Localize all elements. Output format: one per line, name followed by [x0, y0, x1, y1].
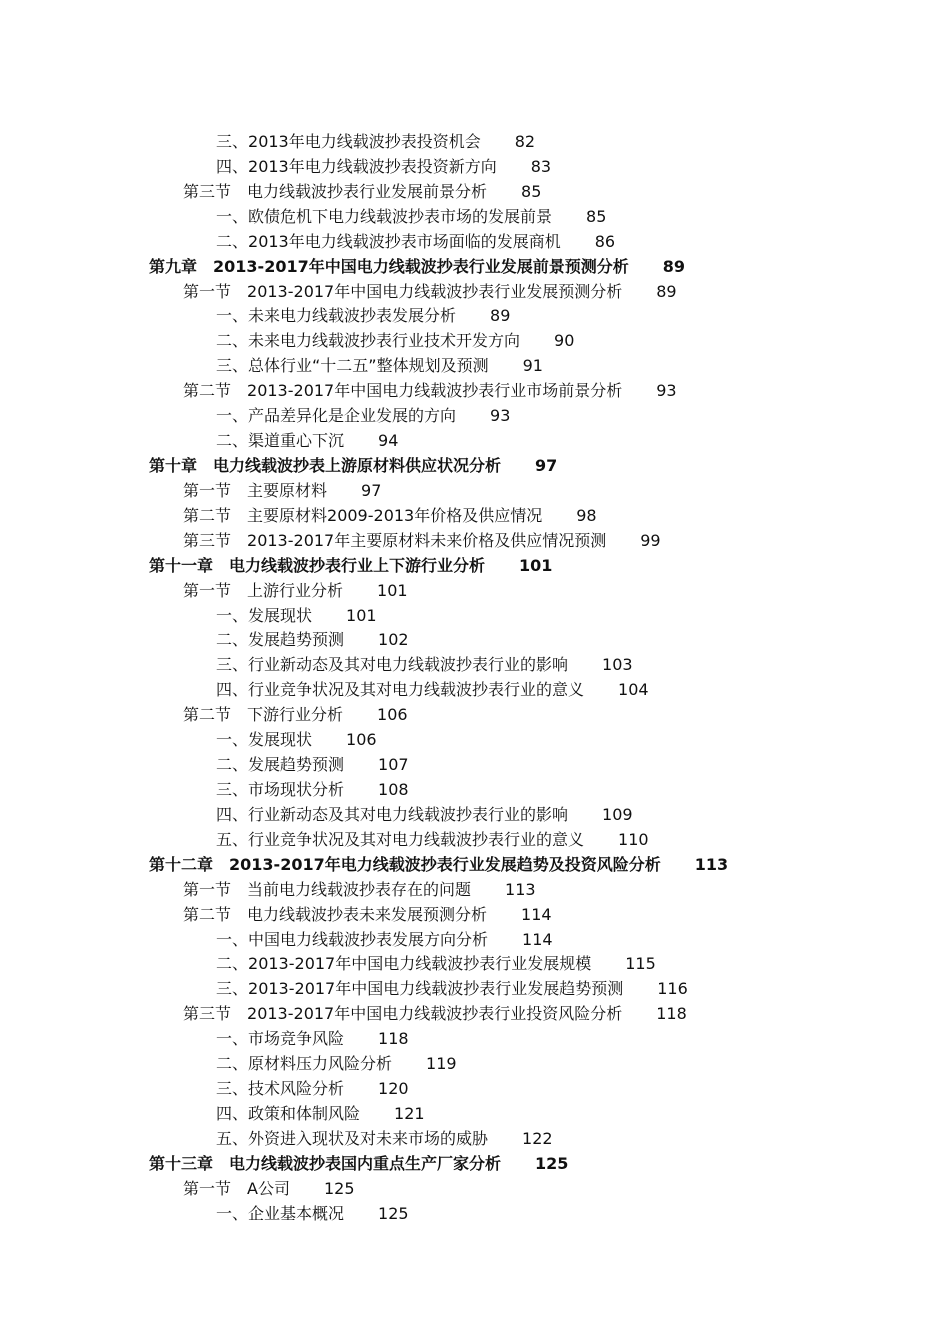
toc-entry-number: 四、	[216, 680, 249, 700]
toc-entry-page-number: 118	[656, 1004, 687, 1024]
toc-entry-title: 2013-2017年主要原材料未来价格及供应情况预测	[247, 530, 607, 550]
toc-entry-title: 企业基本概况	[248, 1203, 345, 1223]
toc-section-entry[interactable]	[149, 903, 909, 928]
toc-item-entry[interactable]	[149, 952, 909, 977]
toc-entry-title: 2013年电力线载波抄表投资机会	[248, 132, 481, 151]
toc-entry-number: 三、	[216, 132, 249, 151]
toc-entry-page-number: 94	[378, 431, 399, 451]
toc-section-entry[interactable]	[149, 878, 909, 903]
toc-entry-page-number: 114	[522, 929, 553, 949]
toc-entry-number: 五、	[216, 829, 249, 849]
toc-entry-number: 二、	[216, 954, 249, 974]
toc-entry-page-number: 114	[521, 904, 552, 924]
toc-item-entry[interactable]	[149, 977, 909, 1002]
toc-item-entry[interactable]	[149, 628, 909, 653]
toc-entry-title: 2013-2017年中国电力线载波抄表行业发展前景预测分析	[213, 256, 629, 276]
toc-entry-title: 未来电力线载波抄表发展分析	[248, 306, 457, 326]
toc-entry-page-number: 102	[378, 630, 409, 650]
toc-entry-title: 未来电力线载波抄表行业技术开发方向	[248, 331, 521, 351]
toc-item-entry[interactable]	[149, 1127, 909, 1152]
toc-entry-page-number: 110	[618, 829, 649, 849]
toc-entry-title: 总体行业“十二五”整体规划及预测	[248, 356, 489, 376]
toc-entry-page-number: 106	[346, 730, 377, 750]
toc-entry-page-number: 125	[378, 1203, 409, 1223]
toc-item-entry[interactable]	[149, 653, 909, 678]
toc-item-entry[interactable]	[149, 230, 909, 255]
toc-entry-number: 第一节	[183, 1178, 232, 1198]
toc-entry-title: 电力线载波抄表上游原材料供应状况分析	[213, 455, 502, 475]
toc-section-entry[interactable]	[149, 1177, 909, 1202]
toc-entry-title: 外资进入现状及对未来市场的威胁	[248, 1128, 489, 1148]
toc-entry-number: 五、	[216, 1128, 249, 1148]
toc-entry-page-number: 101	[519, 555, 553, 575]
toc-entry-number: 第十二章	[149, 854, 214, 874]
toc-entry-number: 一、	[216, 730, 249, 750]
toc-entry-number: 一、	[216, 605, 249, 625]
toc-entry-title: 行业竞争状况及其对电力线载波抄表行业的意义	[248, 829, 585, 849]
toc-entry-title: 当前电力线载波抄表存在的问题	[247, 879, 472, 899]
toc-entry-page-number: 93	[656, 381, 677, 401]
toc-entry-number: 一、	[216, 306, 249, 326]
toc-entry-number: 第十一章	[149, 555, 214, 575]
toc-entry-title: 2013-2017年中国电力线载波抄表行业市场前景分析	[247, 381, 623, 401]
toc-entry-page-number: 104	[618, 680, 649, 700]
toc-entry-number: 一、	[216, 1029, 249, 1049]
toc-item-entry[interactable]	[149, 304, 909, 329]
toc-item-entry[interactable]	[149, 130, 909, 155]
toc-entry-page-number: 90	[554, 331, 575, 351]
toc-entry-title: 发展趋势预测	[248, 755, 345, 775]
toc-entry-page-number: 97	[361, 480, 382, 500]
toc-entry-page-number: 118	[378, 1029, 409, 1049]
toc-entry-page-number: 85	[586, 206, 607, 226]
toc-chapter-entry[interactable]	[149, 554, 909, 579]
toc-entry-title: 2013年电力线载波抄表投资新方向	[248, 156, 497, 176]
toc-entry-title: 电力线载波抄表国内重点生产厂家分析	[229, 1153, 502, 1173]
toc-entry-title: 行业新动态及其对电力线载波抄表行业的影响	[248, 655, 569, 675]
toc-entry-number: 三、	[216, 356, 249, 376]
toc-item-entry[interactable]	[149, 753, 909, 778]
toc-chapter-entry[interactable]	[149, 853, 909, 878]
toc-entry-title: 欧债危机下电力线载波抄表市场的发展前景	[248, 206, 553, 226]
toc-entry-number: 第三节	[183, 530, 232, 550]
toc-item-entry[interactable]	[149, 803, 909, 828]
toc-entry-title: 中国电力线载波抄表发展方向分析	[248, 929, 489, 949]
toc-section-entry[interactable]	[149, 579, 909, 604]
toc-entry-title: 发展趋势预测	[248, 630, 345, 650]
toc-entry-number: 四、	[216, 156, 249, 176]
toc-entry-number: 第三节	[183, 1004, 232, 1024]
toc-entry-number: 一、	[216, 206, 249, 226]
toc-item-entry[interactable]	[149, 155, 909, 180]
toc-entry-number: 一、	[216, 406, 249, 426]
toc-entry-title: 电力线载波抄表行业上下游行业分析	[229, 555, 486, 575]
toc-entry-page-number: 113	[694, 854, 729, 874]
toc-entry-title: 主要原材料	[247, 480, 328, 500]
toc-section-entry[interactable]	[149, 703, 909, 728]
toc-entry-page-number: 103	[602, 655, 633, 675]
toc-entry-page-number: 82	[514, 132, 536, 151]
toc-item-entry[interactable]	[149, 1102, 909, 1127]
toc-entry-title: 行业竞争状况及其对电力线载波抄表行业的意义	[248, 680, 585, 700]
toc-entry-page-number: 121	[394, 1103, 425, 1123]
toc-item-entry[interactable]	[149, 828, 909, 853]
toc-entry-page-number: 108	[378, 779, 409, 799]
toc-entry-title: 政策和体制风险	[248, 1103, 361, 1123]
toc-entry-title: 市场竞争风险	[248, 1029, 345, 1049]
toc-entry-number: 二、	[216, 1054, 249, 1074]
toc-entry-number: 二、	[216, 431, 249, 451]
toc-section-entry[interactable]	[149, 379, 909, 404]
toc-chapter-entry[interactable]	[149, 1152, 909, 1177]
toc-entry-title: 2013-2017年中国电力线载波抄表行业发展趋势预测	[248, 979, 624, 999]
toc-entry-page-number: 120	[378, 1079, 409, 1099]
toc-item-entry[interactable]	[149, 1077, 909, 1102]
toc-section-entry[interactable]	[149, 529, 909, 554]
toc-item-entry[interactable]	[149, 778, 909, 803]
toc-entry-number: 二、	[216, 331, 249, 351]
toc-entry-number: 第二节	[183, 904, 232, 924]
toc-entry-number: 第二节	[183, 381, 232, 401]
toc-entry-number: 三、	[216, 979, 249, 999]
toc-entry-title: 产品差异化是企业发展的方向	[248, 406, 457, 426]
toc-entry-number: 一、	[216, 1203, 249, 1223]
toc-entry-title: 下游行业分析	[247, 705, 344, 725]
toc-entry-number: 三、	[216, 779, 249, 799]
toc-entry-number: 第一节	[183, 480, 232, 500]
toc-entry-page-number: 91	[522, 356, 543, 376]
toc-entry-title: 发展现状	[248, 730, 313, 750]
toc-entry-title: 2013年电力线载波抄表市场面临的发展商机	[248, 231, 561, 251]
toc-section-entry[interactable]	[149, 479, 909, 504]
toc-item-entry[interactable]	[149, 1202, 909, 1227]
toc-entry-number: 第一节	[183, 281, 232, 301]
toc-entry-page-number: 107	[378, 755, 409, 775]
toc-entry-title: 行业新动态及其对电力线载波抄表行业的影响	[248, 804, 569, 824]
toc-entry-page-number: 89	[490, 306, 511, 326]
toc-entry-title: 主要原材料2009-2013年价格及供应情况	[247, 505, 543, 525]
toc-entry-number: 四、	[216, 1103, 249, 1123]
toc-entry-page-number: 98	[576, 505, 597, 525]
toc-entry-title: 市场现状分析	[248, 779, 345, 799]
toc-item-entry[interactable]	[149, 329, 909, 354]
toc-entry-title: 2013-2017年中国电力线载波抄表行业发展预测分析	[247, 281, 623, 301]
toc-entry-title: 渠道重心下沉	[248, 431, 345, 451]
toc-section-entry[interactable]	[149, 504, 909, 529]
toc-entry-title: 原材料压力风险分析	[248, 1054, 393, 1074]
toc-chapter-entry[interactable]	[149, 255, 909, 280]
toc-entry-page-number: 97	[535, 455, 558, 475]
toc-entry-title: 发展现状	[248, 605, 313, 625]
toc-entry-title: 2013-2017年中国电力线载波抄表行业投资风险分析	[247, 1004, 623, 1024]
toc-item-entry[interactable]	[149, 928, 909, 953]
toc-entry-title: 电力线载波抄表行业发展前景分析	[247, 181, 488, 201]
toc-entry-page-number: 101	[346, 605, 377, 625]
toc-entry-number: 第三节	[183, 181, 232, 201]
toc-entry-page-number: 83	[530, 156, 552, 176]
toc-entry-number: 三、	[216, 655, 249, 675]
toc-entry-page-number: 86	[594, 231, 616, 251]
toc-entry-number: 第二节	[183, 505, 232, 525]
toc-entry-page-number: 125	[323, 1178, 355, 1198]
toc-item-entry[interactable]	[149, 604, 909, 629]
toc-item-entry[interactable]	[149, 205, 909, 230]
toc-entry-number: 第十章	[149, 455, 198, 475]
toc-item-entry[interactable]	[149, 678, 909, 703]
toc-entry-page-number: 109	[602, 804, 633, 824]
toc-entry-page-number: 119	[426, 1054, 457, 1074]
toc-entry-page-number: 99	[640, 530, 661, 550]
toc-entry-number: 三、	[216, 1079, 249, 1099]
toc-entry-number: 第一节	[183, 580, 232, 600]
toc-entry-page-number: 113	[505, 879, 536, 899]
toc-item-entry[interactable]	[149, 354, 909, 379]
toc-entry-title: 电力线载波抄表未来发展预测分析	[247, 904, 488, 924]
toc-entry-number: 四、	[216, 804, 249, 824]
toc-entry-number: 一、	[216, 929, 249, 949]
toc-item-entry[interactable]	[149, 1052, 909, 1077]
toc-entry-page-number: 89	[656, 281, 677, 301]
toc-item-entry[interactable]	[149, 728, 909, 753]
toc-entry-title: 上游行业分析	[247, 580, 344, 600]
toc-entry-title: A公司	[247, 1178, 290, 1198]
toc-entry-number: 二、	[216, 755, 249, 775]
toc-entry-page-number: 122	[522, 1128, 553, 1148]
toc-entry-page-number: 125	[535, 1153, 569, 1173]
toc-entry-page-number: 85	[521, 181, 542, 201]
toc-entry-number: 第九章	[149, 256, 198, 276]
toc-entry-page-number: 115	[625, 954, 656, 974]
toc-entry-number: 第一节	[183, 879, 232, 899]
toc-entry-number: 第二节	[183, 705, 232, 725]
toc-entry-page-number: 93	[490, 406, 511, 426]
toc-entry-title: 2013-2017年电力线载波抄表行业发展趋势及投资风险分析	[229, 854, 661, 874]
toc-section-entry[interactable]	[149, 280, 909, 305]
toc-entry-page-number: 101	[377, 580, 408, 600]
toc-entry-page-number: 89	[662, 256, 685, 276]
toc-entry-number: 第十三章	[149, 1153, 214, 1173]
table-of-contents	[149, 130, 909, 1227]
toc-item-entry[interactable]	[149, 1027, 909, 1052]
toc-entry-page-number: 116	[657, 979, 688, 999]
toc-chapter-entry[interactable]	[149, 454, 909, 479]
toc-entry-title: 2013-2017年中国电力线载波抄表行业发展规模	[248, 954, 592, 974]
toc-section-entry[interactable]	[149, 1002, 909, 1027]
toc-section-entry[interactable]	[149, 180, 909, 205]
toc-entry-title: 技术风险分析	[248, 1079, 345, 1099]
toc-item-entry[interactable]	[149, 429, 909, 454]
toc-entry-number: 二、	[216, 231, 249, 251]
toc-entry-page-number: 106	[377, 705, 408, 725]
toc-entry-number: 二、	[216, 630, 249, 650]
toc-item-entry[interactable]	[149, 404, 909, 429]
